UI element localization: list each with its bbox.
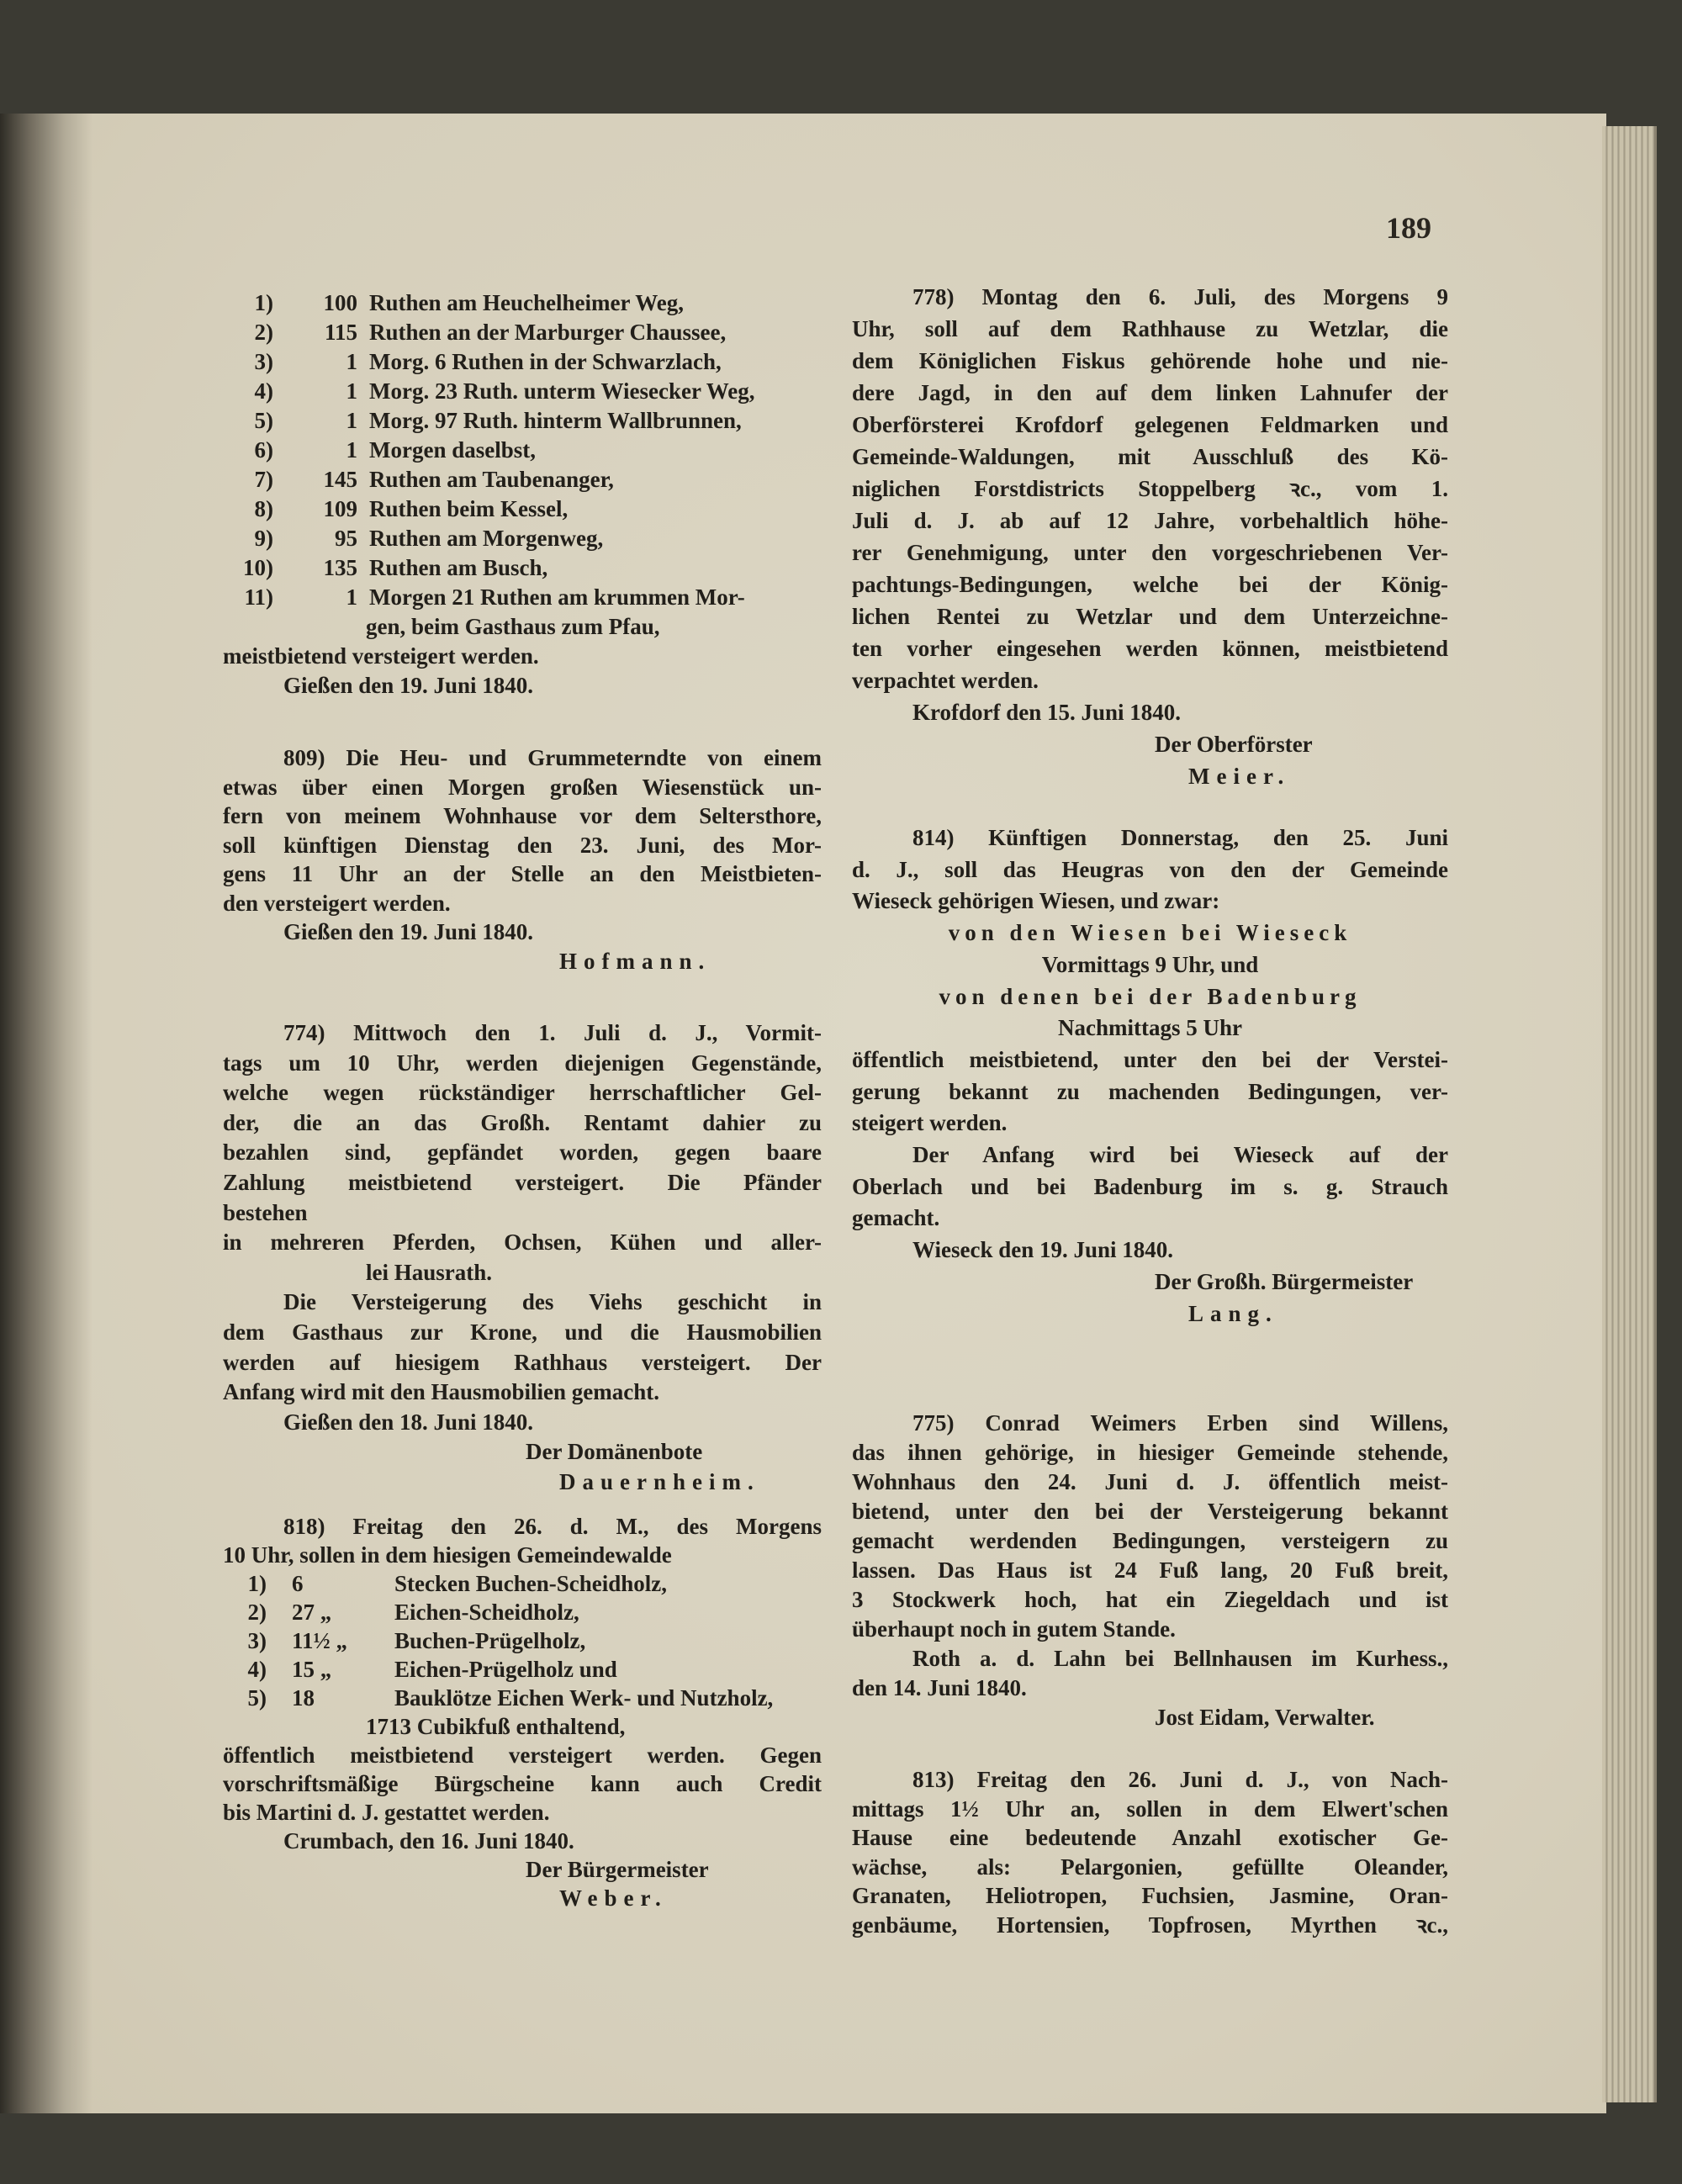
text-line: 3 Stockwerk hoch, hat ein Ziegeldach und ist [852, 1587, 1448, 1612]
text-line: bestehen [223, 1199, 308, 1225]
list-item [223, 1655, 822, 1684]
item-quantity: 135 [323, 555, 357, 580]
text-line: wächse, als: Pelargonien, gefüllte Oleander, [852, 1853, 1448, 1880]
text-line: Wieseck den 19. Juni 1840. [912, 1237, 1174, 1263]
text-line: Wohnhaus den 24. Juni d. J. öffentlich meist- [852, 1469, 1448, 1494]
list-item [223, 524, 822, 553]
text-line: Krofdorf den 15. Juni 1840. [912, 700, 1182, 725]
text-line: werden auf hiesigem Rathhaus versteigert. Der [223, 1349, 822, 1375]
item-number: 4) [247, 1657, 267, 1682]
text-line: der, die an das Großh. Rentamt dahier zu [223, 1109, 822, 1135]
text-line: vorschriftsmäßige Bürgscheine kann auch Credit [223, 1771, 822, 1796]
item-text: Ruthen am Heuchelheimer Weg, [369, 290, 684, 315]
item-quantity: 6 [292, 1571, 304, 1596]
text-line: Oberlach und bei Badenburg im s. g. Strauch [852, 1173, 1448, 1199]
numbered-list [223, 288, 822, 612]
text-line: bis Martini d. J. gestattet werden. [223, 1800, 550, 1825]
text-line: 818) Freitag den 26. d. M., des Morgens [283, 1514, 822, 1539]
signature-line: Der Oberförster [1155, 732, 1313, 757]
item-quantity: 1 [346, 584, 357, 610]
item-text: Bauklötze Eichen Werk- und Nutzholz, [394, 1685, 774, 1711]
text-line: Wieseck gehörigen Wiesen, und zwar: [852, 888, 1220, 914]
signature-line: Lang. [1188, 1300, 1278, 1326]
text-line: von denen bei der Badenburg [939, 983, 1362, 1009]
signature-line: Meier. [1188, 764, 1291, 789]
list-item [223, 347, 822, 377]
item-quantity: 1 [346, 437, 357, 463]
page-edges [1602, 126, 1657, 2102]
numbered-list [223, 1569, 822, 1712]
text-line: 809) Die Heu- und Grummeterndte von einem [283, 745, 822, 770]
list-item [223, 377, 822, 406]
list-item [223, 1626, 822, 1655]
text-line: Oberförsterei Krofdorf gelegenen Feldmarken und [852, 412, 1448, 437]
list-item [223, 583, 822, 612]
list-item [223, 1684, 822, 1712]
text-line: niglichen Forstdistricts Stoppelberg ꝛc., vom 1. [852, 476, 1448, 501]
signature-line: Jost Eidam, Verwalter. [1155, 1705, 1375, 1730]
notice-813 [852, 1765, 1448, 1939]
item-number: 2) [254, 320, 273, 345]
item-text: Stecken Buchen-Scheidholz, [394, 1571, 668, 1596]
item-number: 10) [243, 555, 273, 580]
signature-line: Der Bürgermeister [526, 1857, 709, 1882]
item-quantity: 115 [324, 320, 357, 345]
item-text: Buchen-Prügelholz, [394, 1628, 586, 1653]
text-line: Granaten, Heliotropen, Fuchsien, Jasmine, Oran- [852, 1883, 1448, 1908]
text-line: in mehreren Pferden, Ochsen, Kühen und aller- [223, 1229, 822, 1256]
item-text: Morg. 6 Ruthen in der Schwarzlach, [369, 349, 722, 374]
text-line: bietend, unter den bei der Versteigerung bekannt [852, 1499, 1448, 1524]
notice-778 [852, 281, 1448, 792]
item-quantity: 145 [323, 467, 357, 492]
notice-814 [852, 822, 1448, 1330]
item-number: 1) [254, 290, 273, 315]
item-quantity: 15 „ [292, 1657, 332, 1682]
text-line: verpachtet werden. [852, 668, 1039, 693]
text-line: von den Wiesen bei Wieseck [948, 920, 1352, 946]
item-quantity: 27 „ [292, 1600, 332, 1625]
item-text: Ruthen an der Marburger Chaussee, [369, 320, 727, 345]
text-line: Gießen den 19. Juni 1840. [283, 673, 534, 698]
text-line: Hause eine bedeutende Anzahl exotischer Ge- [852, 1825, 1448, 1850]
text-line: lichen Rentei zu Wetzlar und dem Unterzeichne- [852, 604, 1448, 629]
item-number: 8) [254, 496, 273, 521]
text-line: Vormittags 9 Uhr, und [1041, 951, 1259, 977]
item-text: Ruthen am Morgenweg, [369, 526, 604, 551]
item-quantity: 1 [346, 378, 357, 404]
list-item [223, 436, 822, 465]
text-line: Anfang wird mit den Hausmobilien gemacht. [223, 1379, 660, 1405]
text-line: tags um 10 Uhr, werden diejenigen Gegenstände, [223, 1050, 822, 1076]
text-line: Der Anfang wird bei Wieseck auf der [912, 1142, 1448, 1168]
text-line: lei Hausrath. [366, 1259, 493, 1285]
signature-line: Hofmann. [559, 948, 711, 974]
text-line: 1713 Cubikfuß enthaltend, [366, 1714, 626, 1739]
item-text: Morgen daselbst, [369, 437, 536, 463]
notice-774 [223, 1018, 822, 1498]
text-line: gemacht. [852, 1205, 940, 1231]
text-line: bezahlen sind, gepfändet worden, gegen baare [223, 1140, 822, 1166]
text-line: Roth a. d. Lahn bei Bellnhausen im Kurhess., [912, 1646, 1448, 1671]
item-number: 3) [254, 349, 273, 374]
text-line: 775) Conrad Weimers Erben sind Willens, [912, 1410, 1448, 1436]
text-line: gemacht werdenden Bedingungen, versteigern zu [852, 1528, 1448, 1553]
text-line: 778) Montag den 6. Juli, des Morgens 9 [912, 284, 1448, 309]
text-line: 10 Uhr, sollen in dem hiesigen Gemeindewalde [223, 1542, 672, 1568]
item-quantity: 11½ „ [292, 1628, 348, 1653]
text-line: den 14. Juni 1840. [852, 1675, 1027, 1700]
notice-775 [852, 1409, 1448, 1732]
item-text: Morg. 97 Ruth. hinterm Wallbrunnen, [369, 408, 742, 433]
text-line: öffentlich meistbietend, unter den bei der Verstei- [852, 1046, 1448, 1072]
page-number: 189 [1386, 211, 1431, 245]
signature-line: Der Großh. Bürgermeister [1155, 1268, 1414, 1294]
book-spine-shadow [0, 114, 93, 2113]
text-line: dem Königlichen Fiskus gehörende hohe und nie- [852, 348, 1448, 373]
item-number: 5) [254, 408, 273, 433]
signature-line: Der Domänenbote [526, 1439, 703, 1465]
list-item [223, 318, 822, 347]
item-text: Eichen-Prügelholz und [394, 1657, 617, 1682]
text-line: 813) Freitag den 26. Juni d. J., von Nach- [912, 1767, 1448, 1792]
item-text: Morg. 23 Ruth. unterm Wiesecker Weg, [369, 378, 755, 404]
signature-line: Dauernheim. [559, 1468, 760, 1494]
text-line: Gießen den 18. Juni 1840. [283, 1409, 534, 1435]
text-line: gen, beim Gasthaus zum Pfau, [366, 614, 660, 639]
text-line: meistbietend versteigert werden. [223, 643, 539, 669]
text-line: rer Genehmigung, unter den vorgeschriebenen Ver- [852, 540, 1448, 565]
text-line: welche wegen rückständiger herrschaftlicher Gel- [223, 1080, 822, 1106]
item-text: Ruthen am Taubenanger, [369, 467, 614, 492]
list-ruthen [223, 288, 822, 701]
text-line: pachtungs-Bedingungen, welche bei der König- [852, 572, 1448, 597]
text-line: dem Gasthaus zur Krone, und die Hausmobilien [223, 1319, 822, 1345]
item-quantity: 109 [323, 496, 357, 521]
item-number: 11) [244, 584, 273, 610]
item-number: 6) [254, 437, 273, 463]
text-line: soll künftigen Dienstag den 23. Juni, des Mor- [223, 832, 822, 858]
item-number: 4) [254, 378, 273, 404]
text-line: etwas über einen Morgen großen Wiesenstück un- [223, 774, 822, 800]
item-number: 9) [254, 526, 273, 551]
item-text: Eichen-Scheidholz, [394, 1600, 579, 1625]
text-line: 814) Künftigen Donnerstag, den 25. Juni [912, 825, 1448, 850]
text-line: ten vorher eingesehen werden können, meistbietend [852, 636, 1448, 661]
signature-line: Weber. [559, 1885, 668, 1911]
text-line: steigert werden. [852, 1110, 1008, 1136]
text-line: überhaupt noch in gutem Stande. [852, 1616, 1176, 1642]
text-line: gens 11 Uhr an der Stelle an den Meistbieten- [223, 861, 822, 886]
text-line: Die Versteigerung des Viehs geschicht in [283, 1289, 822, 1315]
notice-818 [223, 1512, 822, 1912]
text-line: Gemeinde-Waldungen, mit Ausschluß des Kö- [852, 444, 1448, 469]
text-line: Juli d. J. ab auf 12 Jahre, vorbehaltlich höhe- [852, 508, 1448, 533]
item-quantity: 95 [335, 526, 357, 551]
notice-809 [223, 743, 822, 976]
item-quantity: 18 [292, 1685, 315, 1711]
text-line: lassen. Das Haus ist 24 Fuß lang, 20 Fuß breit, [852, 1557, 1448, 1583]
list-item [223, 1598, 822, 1626]
item-quantity: 100 [323, 290, 357, 315]
item-text: Morgen 21 Ruthen am krummen Mor- [369, 584, 745, 610]
text-line: Crumbach, den 16. Juni 1840. [283, 1828, 574, 1853]
text-line: Uhr, soll auf dem Rathhause zu Wetzlar, die [852, 316, 1448, 341]
text-line: den versteigert werden. [223, 890, 451, 916]
text-line: mittags 1½ Uhr an, sollen in dem Elwert'schen [852, 1795, 1448, 1822]
list-item [223, 553, 822, 583]
text-line: öffentlich meistbietend versteigert werden. Gegen [223, 1742, 822, 1768]
item-text: Ruthen am Busch, [369, 555, 548, 580]
text-line: 774) Mittwoch den 1. Juli d. J., Vormit- [283, 1020, 822, 1045]
list-item [223, 288, 822, 318]
text-line: genbäume, Hortensien, Topfrosen, Myrthen ꝛc., [852, 1912, 1448, 1938]
text-line: Zahlung meistbietend versteigert. Die Pfänder [223, 1169, 822, 1195]
list-item [223, 406, 822, 436]
item-quantity: 1 [346, 408, 357, 433]
text-line: d. J., soll das Heugras von den der Gemeinde [852, 856, 1448, 882]
text-line: Gießen den 19. Juni 1840. [283, 919, 534, 944]
text-line: fern von meinem Wohnhause vor dem Seltersthore, [223, 803, 822, 828]
item-number: 5) [247, 1685, 267, 1711]
item-number: 2) [247, 1600, 267, 1625]
item-text: Ruthen beim Kessel, [369, 496, 569, 521]
list-item [223, 465, 822, 494]
item-quantity: 1 [346, 349, 357, 374]
item-number: 7) [254, 467, 273, 492]
list-item [223, 1569, 822, 1598]
text-line: Nachmittags 5 Uhr [1058, 1015, 1242, 1041]
text-line: gerung bekannt zu machenden Bedingungen, ver- [852, 1078, 1448, 1104]
text-line: das ihnen gehörige, in hiesiger Gemeinde stehende, [852, 1440, 1448, 1465]
text-line: dere Jagd, in den auf dem linken Lahnufer der [852, 380, 1448, 405]
list-item [223, 494, 822, 524]
item-number: 1) [247, 1571, 267, 1596]
item-number: 3) [247, 1628, 267, 1653]
